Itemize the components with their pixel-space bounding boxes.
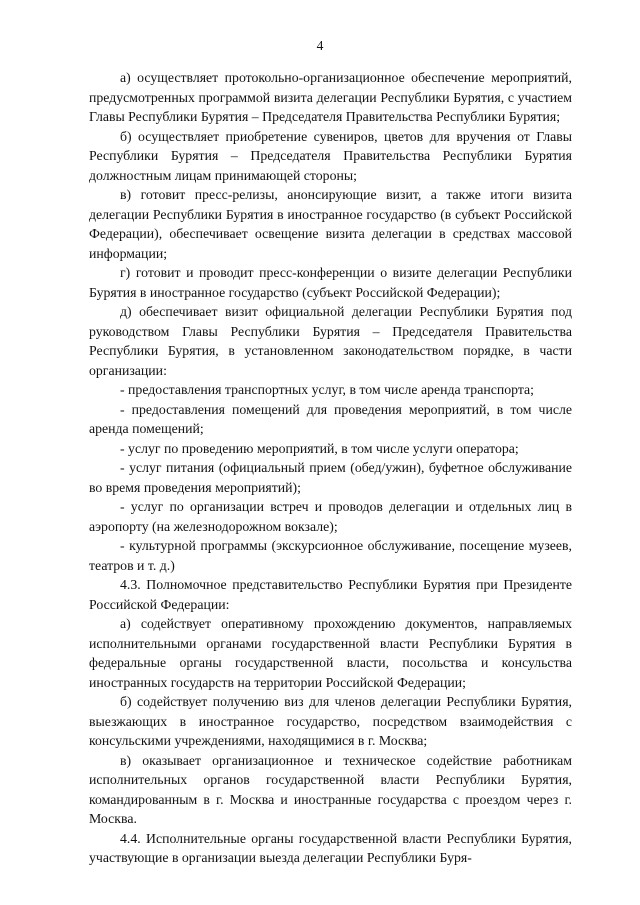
list-item-transport: - предоставления транспортных услуг, в том числе аренда транспорта; <box>120 382 534 397</box>
list-item-catering: - услуг питания (официальный прием (обед/ужин), буфетное обслуживание во время проведения мероприятий); <box>89 460 572 495</box>
paragraph-b-souvenirs: б) осуществляет приобретение сувениров, цветов для вручения от Главы Республики Бурятия – Председателя Правительства Республики Бурятия должностным лицам принимающей стороны; <box>89 128 572 183</box>
paragraph-g-press-conferences: г) готовит и проводит пресс-конференции о визите делегации Республики Бурятия в иностранное государство (субъект Российской Федерации); <box>89 265 572 300</box>
paragraph-4-3-v: в) оказывает организационное и техническое содействие работникам исполнительных органов государственной власти Республики Бурятия, командированным в г. Москва и иностранные государства с проездом через г. Москва. <box>89 752 572 826</box>
paragraph-d-official-visit: д) обеспечивает визит официальной делегации Республики Бурятия под руководством Главы Республики Бурятия – Председателя Правительства Республики Бурятия, в установленном законодательством порядке, в части организации: <box>89 304 572 378</box>
section-4-4-start: 4.4. Исполнительные органы государственной власти Республики Бурятия, участвующие в организации выезда делегации Республики Буря- <box>89 830 572 865</box>
paragraph-4-3-a: а) содействует оперативному прохождению документов, направляемых исполнительными органами государственной власти Республики Бурятия в федеральные органы государственной власти, посольства и консульства иностранных государств на территории Российской Федерации; <box>89 616 572 690</box>
section-4-3-heading: 4.3. Полномочное представительство Республики Бурятия при Президенте Российской Федерации: <box>89 577 572 612</box>
page-number: 4 <box>316 38 324 53</box>
paragraph-v-press-releases: в) готовит пресс-релизы, анонсирующие визит, а также итоги визита делегации Республики Бурятия в иностранное государство (в субъект Российской Федерации), обеспечивает освещение визита делегации в средствах массовой информации; <box>89 187 572 261</box>
list-item-premises: - предоставления помещений для проведения мероприятий, в том числе аренда помещений; <box>89 401 572 436</box>
list-item-meetings: - услуг по организации встреч и проводов делегации и отдельных лиц в аэропорту (на железнодорожном вокзале); <box>89 499 572 534</box>
paragraph-a-protocol: а) осуществляет протокольно-организационное обеспечение мероприятий, предусмотренных программой визита делегации Республики Бурятия, с участием Главы Республики Бурятия – Председателя Правительства Республики Бурятия; <box>89 70 572 124</box>
list-item-culture: - культурной программы (экскурсионное обслуживание, посещение музеев, театров и т. д.) <box>89 538 572 573</box>
paragraph-4-3-b: б) содействует получению виз для членов делегации Республики Бурятия, выезжающих в иностранное государство, посредством взаимодействия с консульскими учреждениями, находящимися в г. Москва; <box>89 694 572 748</box>
list-item-events: - услуг по проведению мероприятий, в том числе услуги оператора; <box>120 440 519 456</box>
document-body <box>89 68 572 868</box>
